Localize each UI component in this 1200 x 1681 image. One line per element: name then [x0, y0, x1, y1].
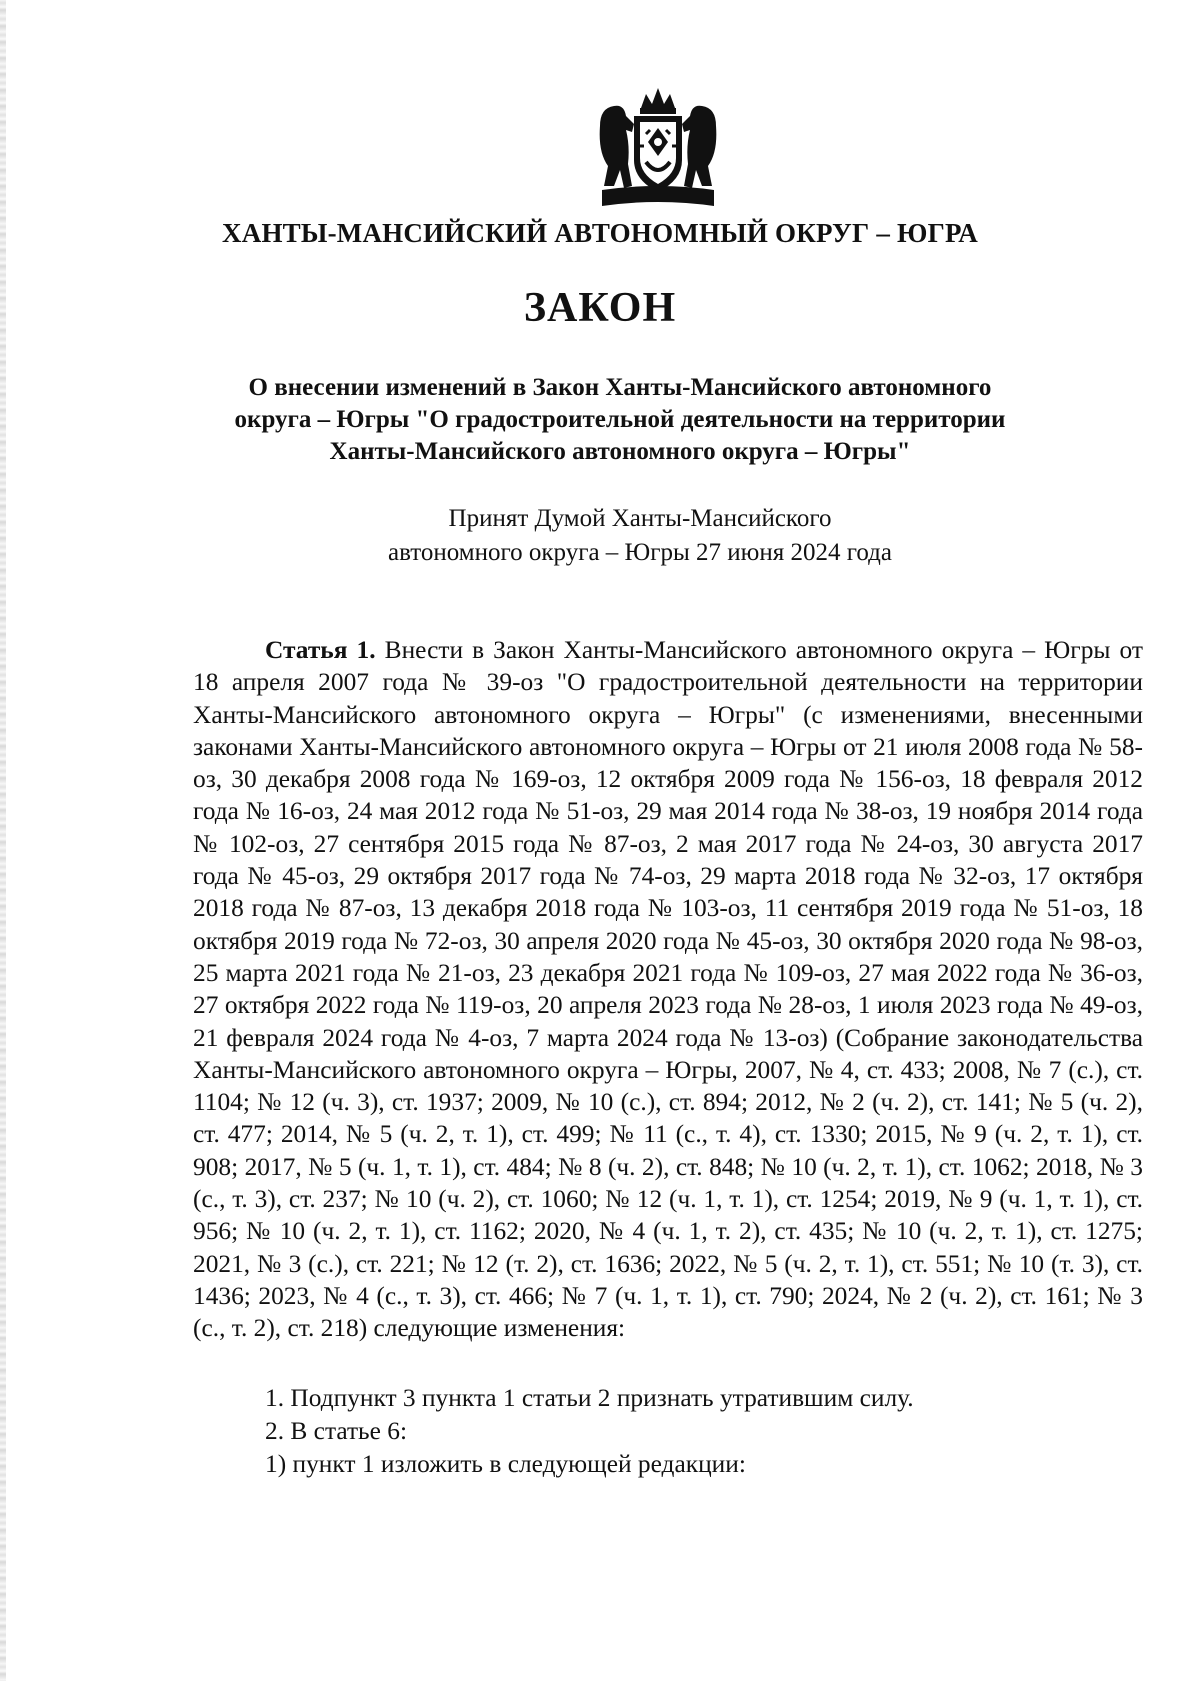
adoption-note — [290, 502, 990, 570]
article-text: Внести в Закон Ханты-Мансийского автономного округа – Югры от 18 апреля 2007 года № 39-оз "О градостроительной деятельности на территории Ханты-Мансийского автономного округа – Югры" (с изменениями, внесенными законами Ханты-Мансийского автономного округа – Югры от 21 июля 2008 года № 58-оз, 30 декабря 2008 года № 169-оз, 12 октября 2009 года № 156-оз, 18 февраля 2012 года № 16-оз, 24 мая 2012 года № 51-оз, 29 мая 2014 года № 38-оз, 19 ноября 2014 года № 102-оз, 27 сентября 2015 года № 87-оз, 2 мая 2017 года № 24-оз, 30 августа 2017 года № 45-оз, 29 октября 2017 года № 74-оз, 29 марта 2018 года № 32-оз, 17 октября 2018 года № 87-оз, 13 декабря 2018 года № 103-оз, 11 сентября 2019 года № 51-оз, 18 октября 2019 года № 72-оз, 30 апреля 2020 года № 45-оз, 30 октября 2020 года № 98-оз, 25 марта 2021 года № 21-оз, 23 декабря 2021 года № 109-оз, 27 мая 2022 года № 36-оз, 27 октября 2022 года № 119-оз, 20 апреля 2023 года № 28-оз, 1 июля 2023 года № 49-оз, 21 февраля 2024 года № 4-оз, 7 марта 2024 года № 13-оз) (Собрание законодательства Ханты-Мансийского автономного округа – Югры, 2007, № 4, ст. 433; 2008, № 7 (с.), ст. 1104; № 12 (ч. 3), ст. 1937; 2009, № 10 (с.), ст. 894; 2012, № 2 (ч. 2), ст. 141; № 5 (ч. 2), ст. 477; 2014, № 5 (ч. 2, т. 1), ст. 499; № 11 (с., т. 4), ст. 1330; 2015, № 9 (ч. 2, т. 1), ст. 908; 2017, № 5 (ч. 1, т. 1), ст. 484; № 8 (ч. 2), ст. 848; № 10 (ч. 2, т. 1), ст. 1062; 2018, № 3 (с., т. 3), ст. 237; № 10 (ч. 2), ст. 1060; № 12 (ч. 1, т. 1), ст. 1254; 2019, № 9 (ч. 1, т. 1), ст. 956; № 10 (ч. 2, т. 1), ст. 1162; 2020, № 4 (ч. 1, т. 2), ст. 435; № 10 (ч. 2, т. 1), ст. 1275; 2021, № 3 (с.), ст. 221; № 12 (т. 2), ст. 1636; 2022, № 5 (ч. 2, т. 1), ст. 551; № 10 (т. 3), ст. 1436; 2023, № 4 (с., т. 3), ст. 466; № 7 (ч. 1, т. 1), ст. 790; 2024, № 2 (ч. 2), ст. 161; № 3 (с., т. 2), ст. 218) следующие изменения: — [193, 636, 1143, 1343]
law-subject — [190, 372, 1050, 468]
list-item: 1. Подпункт 3 пункта 1 статьи 2 признать утратившим силу. — [265, 1384, 914, 1412]
coat-of-arms-emblem — [594, 86, 722, 210]
scan-edge — [0, 0, 6, 1681]
adoption-note-line: автономного округа – Югры 27 июня 2024 года — [388, 539, 892, 566]
document-type-title: ЗАКОН — [523, 285, 677, 331]
list-item: 1) пункт 1 изложить в следующей редакции: — [265, 1450, 746, 1478]
law-subject-line: округа – Югры "О градостроительной деятельности на территории — [234, 406, 1006, 433]
region-title: ХАНТЫ-МАНСИЙСКИЙ АВТОНОМНЫЙ ОКРУГ – ЮГРА — [222, 218, 978, 248]
article-heading: Статья 1. — [265, 636, 376, 664]
law-subject-line: Ханты-Мансийского автономного округа – Югры" — [329, 438, 911, 465]
adoption-note-line: Принят Думой Ханты-Мансийского — [448, 505, 832, 532]
article-1-paragraph — [193, 634, 1143, 1345]
law-subject-line: О внесении изменений в Закон Ханты-Мансийского автономного — [248, 374, 992, 401]
list-item: 2. В статье 6: — [265, 1417, 408, 1445]
